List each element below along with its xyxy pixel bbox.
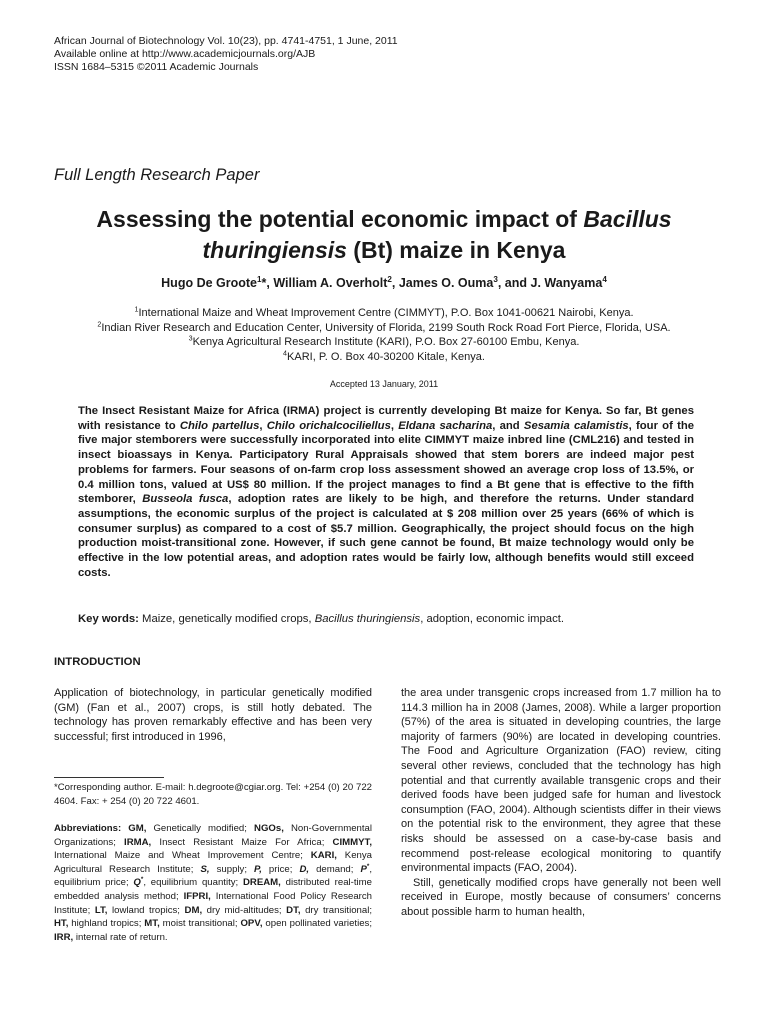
abstract-species: Eldana sacharina [398,419,493,432]
author-sep: , [391,276,399,290]
abbr-term: IFPRI, [183,890,211,902]
abbr-def: supply; [209,863,255,875]
abbr-term: S, [200,863,210,875]
abbr-term: Abbreviations: GM, [54,823,147,834]
corresponding-author-note: *Corresponding author. E-mail: h.degroote@cgiar.org. Tel: +254 (0) 20 722 4604. Fax: + 254 (0) 20 722 4601. [54,782,372,807]
abbr-def: , equilibrium price; [54,863,372,889]
title-species-genus: Bacillus [583,206,672,232]
abstract [78,404,694,580]
abbr-star: * [140,876,144,884]
intro-right-paragraph: Still, genetically modified crops have generally not been well received in Europe, mostly because of consumers’ concerns about possible harm to human health, [401,876,721,918]
keywords-text: , adoption, economic impact. [420,613,565,625]
abbr-term: KARI, [310,850,337,862]
author-affil-sup: 1 [257,274,262,284]
affiliation-text: International Maize and Wheat Improvement Centre (CIMMYT), P.O. Box 1041-00621 Nairobi, Kenya. [138,307,634,319]
paper-title [40,204,728,266]
abbr-term: P [360,863,367,875]
paper-type: Full Length Research Paper [54,166,260,184]
affiliation-sup: 1 [134,305,139,314]
abstract-text: , [390,419,399,432]
abbr-term: IRMA, [124,836,152,848]
author-affil-sup: 3 [493,274,498,284]
abbr-def: , equilibrium quantity; [143,877,243,889]
title-species-epithet: thuringiensis [202,237,347,263]
affiliations [40,306,728,364]
keywords [78,612,694,627]
abbr-def: demand; [309,863,361,875]
affiliation-text: Indian River Research and Education Center, University of Florida, 2199 South Rock Road Fort Pierce, Florida, USA. [101,321,671,334]
abbr-def: Insect Resistant Maize For Africa; [151,836,333,848]
journal-url: Available online at http://www.academicjournals.org/AJB [54,48,316,60]
intro-right-column [401,686,721,920]
abstract-text: The Insect Resistant Maize for Africa (IRMA) project is currently developing Bt maize for Kenya. So far, Bt genes with resistance to [78,405,694,432]
journal-header [54,35,398,74]
abstract-species: Busseola fusca [142,493,229,506]
abstract-species: Chilo partellus [179,419,260,432]
abbr-term: IRR, [54,931,74,943]
abbr-term: OPV, [240,918,263,930]
abbr-def: lowland tropics; [107,904,185,916]
abbr-term: D, [299,863,310,875]
author-affil-sup: 2 [387,274,392,284]
abbr-def: distributed real-time embedded analysis method; [54,877,372,902]
abbr-def: International Maize and Wheat Improvement Centre; [54,850,311,862]
affiliation-sup: 4 [283,349,288,358]
abbr-def: open pollinated varieties; [262,918,372,930]
accepted-date: Accepted 13 January, 2011 [329,379,439,389]
author-name: William A. Overholt [273,276,388,290]
abbr-term: LT, [94,904,108,916]
abbr-term: HT, [54,918,69,930]
author-corresponding-mark: * [261,276,267,290]
title-part2: (Bt) maize in Kenya [346,237,566,263]
affiliation-sup: 3 [188,334,193,343]
affiliation-item [40,335,728,350]
footnote-divider [54,777,164,778]
abbr-term: MT, [144,918,160,930]
abstract-species: Sesamia calamistis [523,419,629,432]
abbr-def: highland tropics; [68,918,145,930]
affiliation-text: KARI, P. O. Box 40-30200 Kitale, Kenya. [287,350,485,363]
abbr-def: Non-Governmental Organizations; [54,823,373,848]
author-list [40,276,728,290]
abstract-text: , adoption rates are likely to be high, and therefore the returns. Under standard assumptions, the economic surplus of the project is calculated at $ 208 million over 25 years (66% of which is consumer surplus) as compared to a cost of $5.7 million. Geographically, the project should focus on the high production moist-transitional zone. However, if such gene cannot be found, Bt maize technology would only be effective in the low potential areas, and adoption rates would be fairly low, although benefits would still exceed costs. [78,493,694,579]
abbr-def: dry mid-altitudes; [202,904,287,916]
intro-left-paragraph: Application of biotechnology, in particular genetically modified (GM) (Fan et al., 2007) crops, is still hotly debated. The technology has proven remarkably effective and has been very successful; first introduced in 1996, [54,687,372,743]
abbr-def: Kenya Agricultural Research Institute; [54,850,372,875]
abbr-term: Q [133,877,141,889]
abbr-def: price; [261,863,300,875]
abbr-star: * [366,862,370,870]
abbr-term: CIMMYT, [332,836,372,848]
author-sep: , and [497,276,531,290]
abbr-term: DT, [286,904,301,916]
author-affil-sup: 4 [602,274,607,284]
affiliation-text: Kenya Agricultural Research Institute (KARI), P.O. Box 27-60100 Embu, Kenya. [192,336,580,349]
abbr-term: DREAM, [243,877,281,889]
abstract-text: , and [492,419,524,432]
abbr-def: internal rate of return. [73,931,168,943]
affiliation-item [40,321,728,336]
abbr-def: Genetically modified; [146,823,255,834]
abbr-term: P, [254,863,262,875]
abbr-def: dry transitional; [300,904,373,916]
author-name: J. Wanyama [530,276,603,290]
author-name: Hugo De Groote [161,276,257,290]
journal-citation: African Journal of Biotechnology Vol. 10(23), pp. 4741-4751, 1 June, 2011 [54,35,398,47]
affiliation-sup: 2 [97,319,102,328]
abstract-text: , four of the five major stemborers were successfully incorporated into elite CIMMYT maize inbred line (CML216) and tested in insect bioassays in Kenya. Participatory Rural Appraisals showed that stem borers are indeed major pest problems for farmers. Four seasons of on-farm crop loss assessment showed an average crop loss of 13.5%, or 0.4 million tons, valued at US$ 80 million. If the project manages to find a Bt gene that is effective to the fifth stemborer, [78,419,695,506]
author-sep: , [266,276,274,290]
journal-issn: ISSN 1684–5315 ©2011 Academic Journals [54,61,259,73]
section-heading-introduction: INTRODUCTION [54,656,141,668]
affiliation-item [40,306,728,321]
abbr-def: International Food Policy Research Institute; [54,890,372,916]
abbr-def: moist transitional; [159,918,241,930]
abbr-term: NGOs, [254,823,284,834]
author-name: James O. Ouma [398,276,494,290]
abstract-species: Chilo orichalcociliellus [266,419,391,432]
abbr-term: DM, [184,904,203,916]
intro-right-paragraph: the area under transgenic crops increased from 1.7 million ha to 114.3 million ha in 2008 (James, 2008). While a larger proportion (57%) of the area is situated in developing countries, the large majority of farmers (90%) are located in developing countries. The Food and Agriculture Organization (FAO) review, citing several other reviews, concluded that the technology has high potential and that currently available transgenic crops and their derived foods have been judged safe for human and livestock consumption (FAO, 2004). Although scientists differ in their views on the potential risk to the environment, they agree that these risks should be assessed on a case-by-case basis and recommend post-release ecological monitoring to quantify environmental impacts (FAO, 2004). [401,687,721,875]
keywords-text: Maize, genetically modified crops, [138,613,315,625]
keywords-label: Key words: [78,613,139,625]
affiliation-item [40,350,728,365]
keywords-species: Bacillus thuringiensis [314,613,421,625]
abbreviations-note [54,822,372,944]
title-part1: Assessing the potential economic impact of [96,206,584,232]
abstract-text: , [259,419,267,432]
